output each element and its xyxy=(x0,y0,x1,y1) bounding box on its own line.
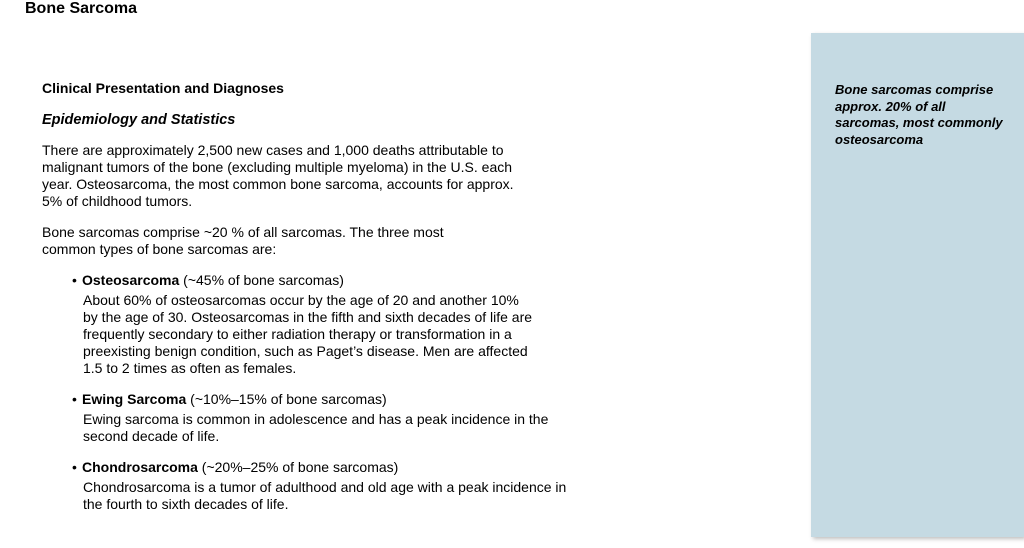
epidemiology-paragraph: There are approximately 2,500 new cases and 1,000 deaths attributable to malignant tumors of the bone (excluding multiple myeloma) in the U.S. each year. Osteosarcoma, the most common bone sarcoma, accounts for approx. 5% of childhood tumors. xyxy=(42,142,514,209)
list-item-chondrosarcoma xyxy=(72,459,602,513)
list-item-ewing-sarcoma xyxy=(72,391,602,445)
bullet-icon: • xyxy=(72,272,77,288)
list-item-description: Ewing sarcoma is common in adolescence and has a peak incidence in the second decade of life. xyxy=(83,411,549,444)
sidebar-note: Bone sarcomas comprise approx. 20% of all sarcomas, most commonly osteosarcoma xyxy=(835,82,1003,147)
subheading: Epidemiology and Statistics xyxy=(42,112,236,128)
page-title: Bone Sarcoma xyxy=(25,0,138,17)
list-item-share: (~10%–15% of bone sarcomas) xyxy=(186,391,387,407)
list-item-header xyxy=(72,272,602,289)
list-item-description: About 60% of osteosarcomas occur by the age of 20 and another 10% by the age of 30. Osteosarcomas in the fifth and sixth decades of life are frequently secondary to either radiation therapy or transformation in a preexisting benign condition, such as Paget’s disease. Men are affected 1.5 to 2 times as often as females. xyxy=(83,292,533,376)
list-item-name: Osteosarcoma xyxy=(82,272,180,288)
list-item-osteosarcoma xyxy=(72,272,602,377)
bullet-icon: • xyxy=(72,391,77,407)
list-item-header xyxy=(72,391,602,408)
list-item-header xyxy=(72,459,602,476)
list-item-share: (~20%–25% of bone sarcomas) xyxy=(197,459,399,475)
main-content xyxy=(42,80,602,527)
section-heading: Clinical Presentation and Diagnoses xyxy=(42,80,284,96)
bullet-icon: • xyxy=(72,459,77,475)
sarcoma-type-list xyxy=(72,272,602,513)
sidebar-callout xyxy=(811,33,1024,537)
sarcoma-share-paragraph: Bone sarcomas comprise ~20 % of all sarcomas. The three most common types of bone sarcomas are: xyxy=(42,224,444,257)
list-item-name: Chondrosarcoma xyxy=(82,459,198,475)
list-item-share: (~45% of bone sarcomas) xyxy=(179,272,344,288)
list-item-description: Chondrosarcoma is a tumor of adulthood and old age with a peak incidence in the fourth to sixth decades of life. xyxy=(83,479,567,512)
list-item-name: Ewing Sarcoma xyxy=(82,391,187,407)
